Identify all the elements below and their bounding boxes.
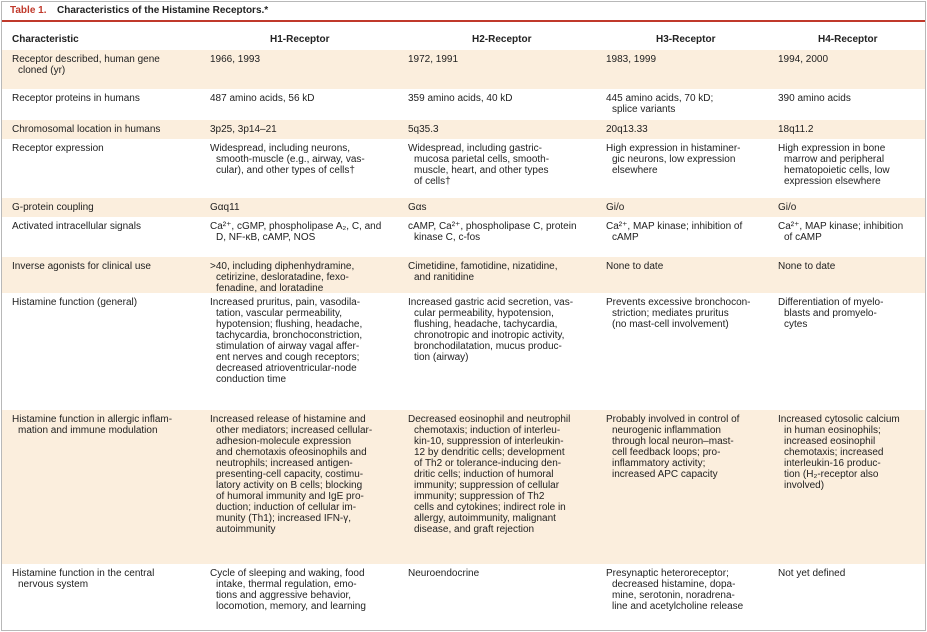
cell-line: 445 amino acids, 70 kD; (606, 93, 714, 104)
cell-characteristic (12, 261, 198, 272)
cell-line: of humoral immunity and IgE pro- (216, 491, 364, 502)
cell-h2 (408, 221, 600, 243)
cell-line: Increased pruritus, pain, vasodila- (210, 297, 361, 308)
cell-line: Ca²⁺, MAP kinase; inhibition (778, 221, 904, 232)
cell-h4 (778, 93, 924, 104)
table-row (2, 410, 925, 564)
cell-line: Probably involved in control of (606, 414, 740, 425)
cell-line: cytes (784, 319, 808, 330)
cell-line: decreased histamine, dopa- (612, 579, 736, 590)
cell-line: involved) (784, 480, 825, 491)
header-h2-receptor: H2-Receptor (472, 34, 532, 45)
cell-line: Cycle of sleeping and waking, food (210, 568, 365, 579)
cell-line: cular permeability, hypotension, (414, 308, 554, 319)
cell-line: and chemotaxis ofeosinophils and (216, 447, 367, 458)
cell-line: Increased release of histamine and (210, 414, 366, 425)
cell-line: Differentiation of myelo- (778, 297, 884, 308)
table-row (2, 50, 925, 89)
cell-line: D, NF-κB, cAMP, NOS (216, 232, 316, 243)
cell-characteristic (12, 124, 198, 135)
cell-line: cAMP, Ca²⁺, phospholipase C, protein (408, 221, 577, 232)
cell-line: None to date (778, 261, 836, 272)
cell-h3 (606, 261, 772, 272)
cell-line: striction; mediates pruritus (612, 308, 729, 319)
cell-line: Decreased eosinophil and neutrophil (408, 414, 571, 425)
cell-line: 18q11.2 (778, 124, 814, 135)
table-row (2, 257, 925, 293)
cell-line: conduction time (216, 374, 287, 385)
cell-line: muscle, heart, and other types (414, 165, 549, 176)
cell-line: intake, thermal regulation, emo- (216, 579, 357, 590)
cell-line: Not yet defined (778, 568, 846, 579)
cell-line: disease, and graft rejection (414, 524, 535, 535)
cell-line: splice variants (612, 104, 676, 115)
cell-line: immunity; suppression of cellular (414, 480, 560, 491)
cell-h1 (210, 221, 400, 243)
cell-h2 (408, 414, 600, 535)
cell-line: Chromosomal location in humans (12, 124, 161, 135)
cell-line: Ca²⁺, cGMP, phospholipase A₂, C, and (210, 221, 382, 232)
cell-h1 (210, 568, 400, 612)
cell-h2 (408, 568, 600, 579)
cell-h4 (778, 143, 924, 187)
cell-line: Neuroendocrine (408, 568, 480, 579)
cell-characteristic (12, 143, 198, 154)
cell-line: tions and aggressive behavior, (216, 590, 352, 601)
cell-line: Widespread, including gastric- (408, 143, 542, 154)
table-row (2, 217, 925, 257)
cell-line: >40, including diphenhydramine, (210, 261, 355, 272)
cell-line: cetirizine, desloratadine, fexo- (216, 272, 349, 283)
cell-line: Increased cytosolic calcium (778, 414, 900, 425)
cell-line: tachycardia, bronchoconstriction, (216, 330, 363, 341)
cell-line: decreased atrioventricular-node (216, 363, 357, 374)
cell-h3 (606, 93, 772, 115)
cell-h1 (210, 124, 400, 135)
cell-line: Prevents excessive bronchocon- (606, 297, 751, 308)
cell-h1 (210, 414, 400, 535)
cell-line: Presynaptic heteroreceptor; (606, 568, 729, 579)
cell-line: cells and cytokines; indirect role in (414, 502, 566, 513)
cell-line: High expression in bone (778, 143, 886, 154)
cell-line: allergy, autoimmunity, malignant (414, 513, 556, 524)
cell-line: bronchodilatation, mucus produc- (414, 341, 562, 352)
cell-line: presenting-cell capacity, costimu- (216, 469, 364, 480)
cell-line: of cAMP (784, 232, 822, 243)
cell-h3 (606, 568, 772, 612)
cell-line: latory activity on B cells; blocking (216, 480, 363, 491)
cell-characteristic (12, 568, 198, 590)
table-row (2, 293, 925, 410)
cell-line: None to date (606, 261, 664, 272)
cell-line: increased eosinophil (784, 436, 876, 447)
cell-line: cular), and other types of cells† (216, 165, 355, 176)
cell-line: autoimmunity (216, 524, 276, 535)
cell-h4 (778, 414, 924, 491)
header-h1-receptor: H1-Receptor (270, 34, 330, 45)
cell-h4 (778, 221, 924, 243)
cell-line: inflammatory activity; (612, 458, 706, 469)
cell-line: marrow and peripheral (784, 154, 885, 165)
cell-line: line and acetylcholine release (612, 601, 744, 612)
cell-line: duction; induction of cellular im- (216, 502, 357, 513)
cell-line: tion (airway) (414, 352, 469, 363)
cell-line: Gi/o (778, 202, 797, 213)
table-row (2, 564, 925, 630)
cell-line: blasts and promyelo- (784, 308, 877, 319)
cell-line: tation, vascular permeability, (216, 308, 342, 319)
cell-line: elsewhere (612, 165, 658, 176)
cell-h2 (408, 143, 600, 187)
cell-line: increased APC capacity (612, 469, 718, 480)
cell-line: and ranitidine (414, 272, 475, 283)
cell-line: Inverse agonists for clinical use (12, 261, 151, 272)
cell-h2 (408, 202, 600, 213)
cell-line: Receptor expression (12, 143, 104, 154)
cell-line: Histamine function in the central (12, 568, 155, 579)
cell-line: (no mast-cell involvement) (612, 319, 729, 330)
header-characteristic: Characteristic (12, 34, 79, 45)
header-h3-receptor: H3-Receptor (656, 34, 716, 45)
table-header-row (2, 28, 925, 51)
cell-line: hypotension; flushing, headache, (216, 319, 363, 330)
cell-line: Gαq11 (210, 202, 240, 213)
cell-line: of cells† (414, 176, 451, 187)
cell-line: Increased gastric acid secretion, vas- (408, 297, 574, 308)
cell-characteristic (12, 202, 198, 213)
table-row (2, 198, 925, 217)
cell-h4 (778, 124, 924, 135)
cell-line: neurogenic inflammation (612, 425, 721, 436)
cell-line: interleukin-16 produc- (784, 458, 881, 469)
cell-line: flushing, headache, tachycardia, (414, 319, 558, 330)
cell-line: tion (H₂-receptor also (784, 469, 879, 480)
cell-h3 (606, 54, 772, 65)
cell-line: through local neuron–mast- (612, 436, 734, 447)
cell-line: G-protein coupling (12, 202, 94, 213)
cell-h1 (210, 93, 400, 104)
cell-line: in human eosinophils; (784, 425, 881, 436)
cell-line: Gαs (408, 202, 427, 213)
cell-line: neutrophils; increased antigen- (216, 458, 353, 469)
table-title (2, 2, 925, 22)
cell-h3 (606, 414, 772, 480)
cell-line: nervous system (18, 579, 89, 590)
cell-characteristic (12, 297, 198, 308)
cell-line: ent nerves and cough receptors; (216, 352, 360, 363)
cell-characteristic (12, 221, 198, 232)
cell-line: 390 amino acids (778, 93, 851, 104)
cell-h3 (606, 124, 772, 135)
cell-line: 1972, 1991 (408, 54, 459, 65)
table-row (2, 120, 925, 139)
cell-line: kinase C, c-fos (414, 232, 481, 243)
cell-line: High expression in histaminer- (606, 143, 741, 154)
cell-h2 (408, 54, 600, 65)
cell-line: Activated intracellular signals (12, 221, 141, 232)
cell-h1 (210, 54, 400, 65)
cell-h3 (606, 297, 772, 330)
cell-line: chemotaxis; increased (784, 447, 884, 458)
cell-characteristic (12, 93, 198, 104)
cell-line: Histamine function in allergic inflam- (12, 414, 173, 425)
cell-line: 3p25, 3p14–21 (210, 124, 277, 135)
cell-h4 (778, 297, 924, 330)
cell-line: 487 amino acids, 56 kD (210, 93, 315, 104)
cell-line: 1994, 2000 (778, 54, 829, 65)
cell-h1 (210, 297, 400, 385)
cell-h2 (408, 124, 600, 135)
cell-line: 1983, 1999 (606, 54, 657, 65)
cell-line: smooth-muscle (e.g., airway, vas- (216, 154, 365, 165)
cell-h4 (778, 54, 924, 65)
cell-line: 12 by dendritic cells; development (414, 447, 565, 458)
cell-characteristic (12, 54, 198, 76)
cell-line: 20q13.33 (606, 124, 648, 135)
table-caption: Characteristics of the Histamine Receptors.* (57, 5, 269, 16)
cell-line: kin-10, suppression of interleukin- (414, 436, 564, 447)
cell-line: cell feedback loops; pro- (612, 447, 721, 458)
cell-line: 1966, 1993 (210, 54, 261, 65)
cell-h3 (606, 221, 772, 243)
table-row (2, 139, 925, 198)
cell-line: Widespread, including neurons, (210, 143, 351, 154)
cell-line: dritic cells; induction of humoral (414, 469, 554, 480)
cell-h1 (210, 261, 400, 294)
cell-line: cAMP (612, 232, 639, 243)
cell-line: Histamine function (general) (12, 297, 138, 308)
header-h4-receptor: H4-Receptor (818, 34, 878, 45)
cell-line: 5q35.3 (408, 124, 439, 135)
cell-line: hematopoietic cells, low (784, 165, 890, 176)
cell-characteristic (12, 414, 198, 436)
cell-line: Ca²⁺, MAP kinase; inhibition of (606, 221, 743, 232)
cell-line: locomotion, memory, and learning (216, 601, 366, 612)
cell-line: expression elsewhere (784, 176, 881, 187)
cell-line: adhesion-molecule expression (216, 436, 352, 447)
cell-h2 (408, 93, 600, 104)
table-row (2, 89, 925, 120)
cell-line: of Th2 or tolerance-inducing den- (414, 458, 562, 469)
cell-line: Cimetidine, famotidine, nizatidine, (408, 261, 558, 272)
cell-h3 (606, 143, 772, 176)
cell-h1 (210, 143, 400, 176)
cell-h3 (606, 202, 772, 213)
cell-line: mation and immune modulation (18, 425, 158, 436)
cell-line: cloned (yr) (18, 65, 66, 76)
table-frame (1, 1, 926, 631)
cell-line: munity (Th1); increased IFN-γ, (216, 513, 352, 524)
cell-h1 (210, 202, 400, 213)
cell-line: Receptor proteins in humans (12, 93, 140, 104)
cell-line: chronotropic and inotropic activity, (414, 330, 565, 341)
cell-line: stimulation of airway vagal affer- (216, 341, 360, 352)
cell-line: gic neurons, low expression (612, 154, 736, 165)
cell-h4 (778, 568, 924, 579)
cell-line: Gi/o (606, 202, 625, 213)
cell-h4 (778, 202, 924, 213)
cell-line: mine, serotonin, noradrena- (612, 590, 735, 601)
cell-h2 (408, 297, 600, 363)
cell-line: immunity; suppression of Th2 (414, 491, 545, 502)
cell-line: mucosa parietal cells, smooth- (414, 154, 550, 165)
cell-line: Receptor described, human gene (12, 54, 160, 65)
cell-line: other mediators; increased cellular- (216, 425, 373, 436)
cell-line: chemotaxis; induction of interleu- (414, 425, 561, 436)
cell-h2 (408, 261, 600, 283)
table-number: Table 1. (10, 5, 47, 16)
cell-line: fenadine, and loratadine (216, 283, 324, 294)
cell-line: 359 amino acids, 40 kD (408, 93, 513, 104)
cell-h4 (778, 261, 924, 272)
